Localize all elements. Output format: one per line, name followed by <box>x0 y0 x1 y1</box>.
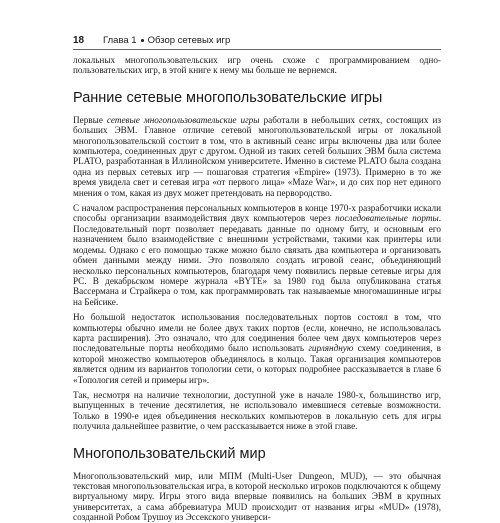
paragraph-mud: Многопользовательский мир, или МПМ (Multi-User Dungeon, MUD), — это обычная текстовая многопользовательская игра, в которой несколько игроков подключаются к общему виртуальному миру. Игры этого вида впервые появились на больших ЭВМ в крупных университетах, а сама аббревиатура MUD происходит от названия игры «MUD» (1978), созданной Робом Трушоу из Эссекского универси- <box>73 470 441 523</box>
page-number: 18 <box>73 34 85 46</box>
page-body <box>73 55 441 523</box>
intro-paragraph: локальных многопользовательских игр очень схоже с программированием одно-пользовательских игр, в этой книге к нему мы больше не вернемся. <box>73 55 441 76</box>
chapter-label: Глава 1 <box>103 34 137 46</box>
section-heading-early-network-games: Ранние сетевые многопользовательские игры <box>73 89 383 106</box>
paragraph-daisy-chain: Но большой недостаток использования последовательных портов состоял в том, что компьютеры обычно имели не более двух таких портов (если, конечно, не использовалась карта расширения). Это означало, что для соединения более чем двух компьютеров через последовательные порты необходимо было использовать гирляндную схему соединения, в которой множество компьютеров объединялось в кольцо. Такая организация компьютеров является одним из вариантов топологии сети, о которых подробнее рассказывается в главе 6 «Топология сетей и примеры игр». <box>73 312 441 385</box>
bullet-separator-icon <box>141 39 144 42</box>
section-heading-mud: Многопользовательский мир <box>73 445 266 462</box>
term-network-multiplayer: сетевые многопользовательские игры <box>106 114 260 125</box>
paragraph-serial-ports: С началом распространения персональных компьютеров в конце 1970-х разработчики искали способы организации взаимодействия двух компьютеров через последовательные порты. Последовательный порт позволяет передавать данные по одному биту, и основным его назначением было взаимодействие с внешними устройствами, такими как принтеры или модемы. Однако с его помощью также можно было связать два компьютера и организовать обмен данными между ними. Это позволяло создать игровой сеанс, объединяющий несколько персональных компьютеров, благодаря чему появились первые сетевые игры для PC. В декабрьском номере журнала «BYTE» за 1980 год была опубликована статья Вассермана и Страйкера о том, как программировать так называемые многомашинные игры на Бейсике. <box>73 203 441 307</box>
chapter-title: Обзор сетевых игр <box>147 34 231 46</box>
term-serial-ports: последовательные порты <box>335 213 439 224</box>
paragraph-mainframes: Первые сетевые многопользовательские игры работали в небольших сетях, состоящих из больших ЭВМ. Главное отличие сетевой многопользовательской игры от локальной многопользовательской состоит в том, что в активный сеанс игры включены два или более компьютера, соединенных друг с другом. Одной из таких сетей больших ЭВМ была система PLATO, разработанная в Иллинойском университете. Именно в системе PLATO была создана одна из первых сетевых игр — пошаговая стратегия «Empire» (1973). Примерно в то же время увидела свет и сетевая игра «от первого лица» «Maze War», и до сих пор нет единого мнения о том, какая из двух может претендовать на первородство. <box>73 114 442 198</box>
paragraph-1980s: Так, несмотря на наличие технологии, доступной уже в начале 1980-х, большинство игр, выпущенных в течение десятилетия, не использовало имевшиеся сетевые возможности. Только в 1990-е идея объединения нескольких компьютеров в локальную сеть для игры получила дальнейшее развитие, о чем рассказывается ниже в этой главе. <box>73 389 441 432</box>
header-rule <box>73 49 441 50</box>
term-daisy-chain: гирляндную <box>308 343 354 354</box>
running-header <box>73 32 441 48</box>
